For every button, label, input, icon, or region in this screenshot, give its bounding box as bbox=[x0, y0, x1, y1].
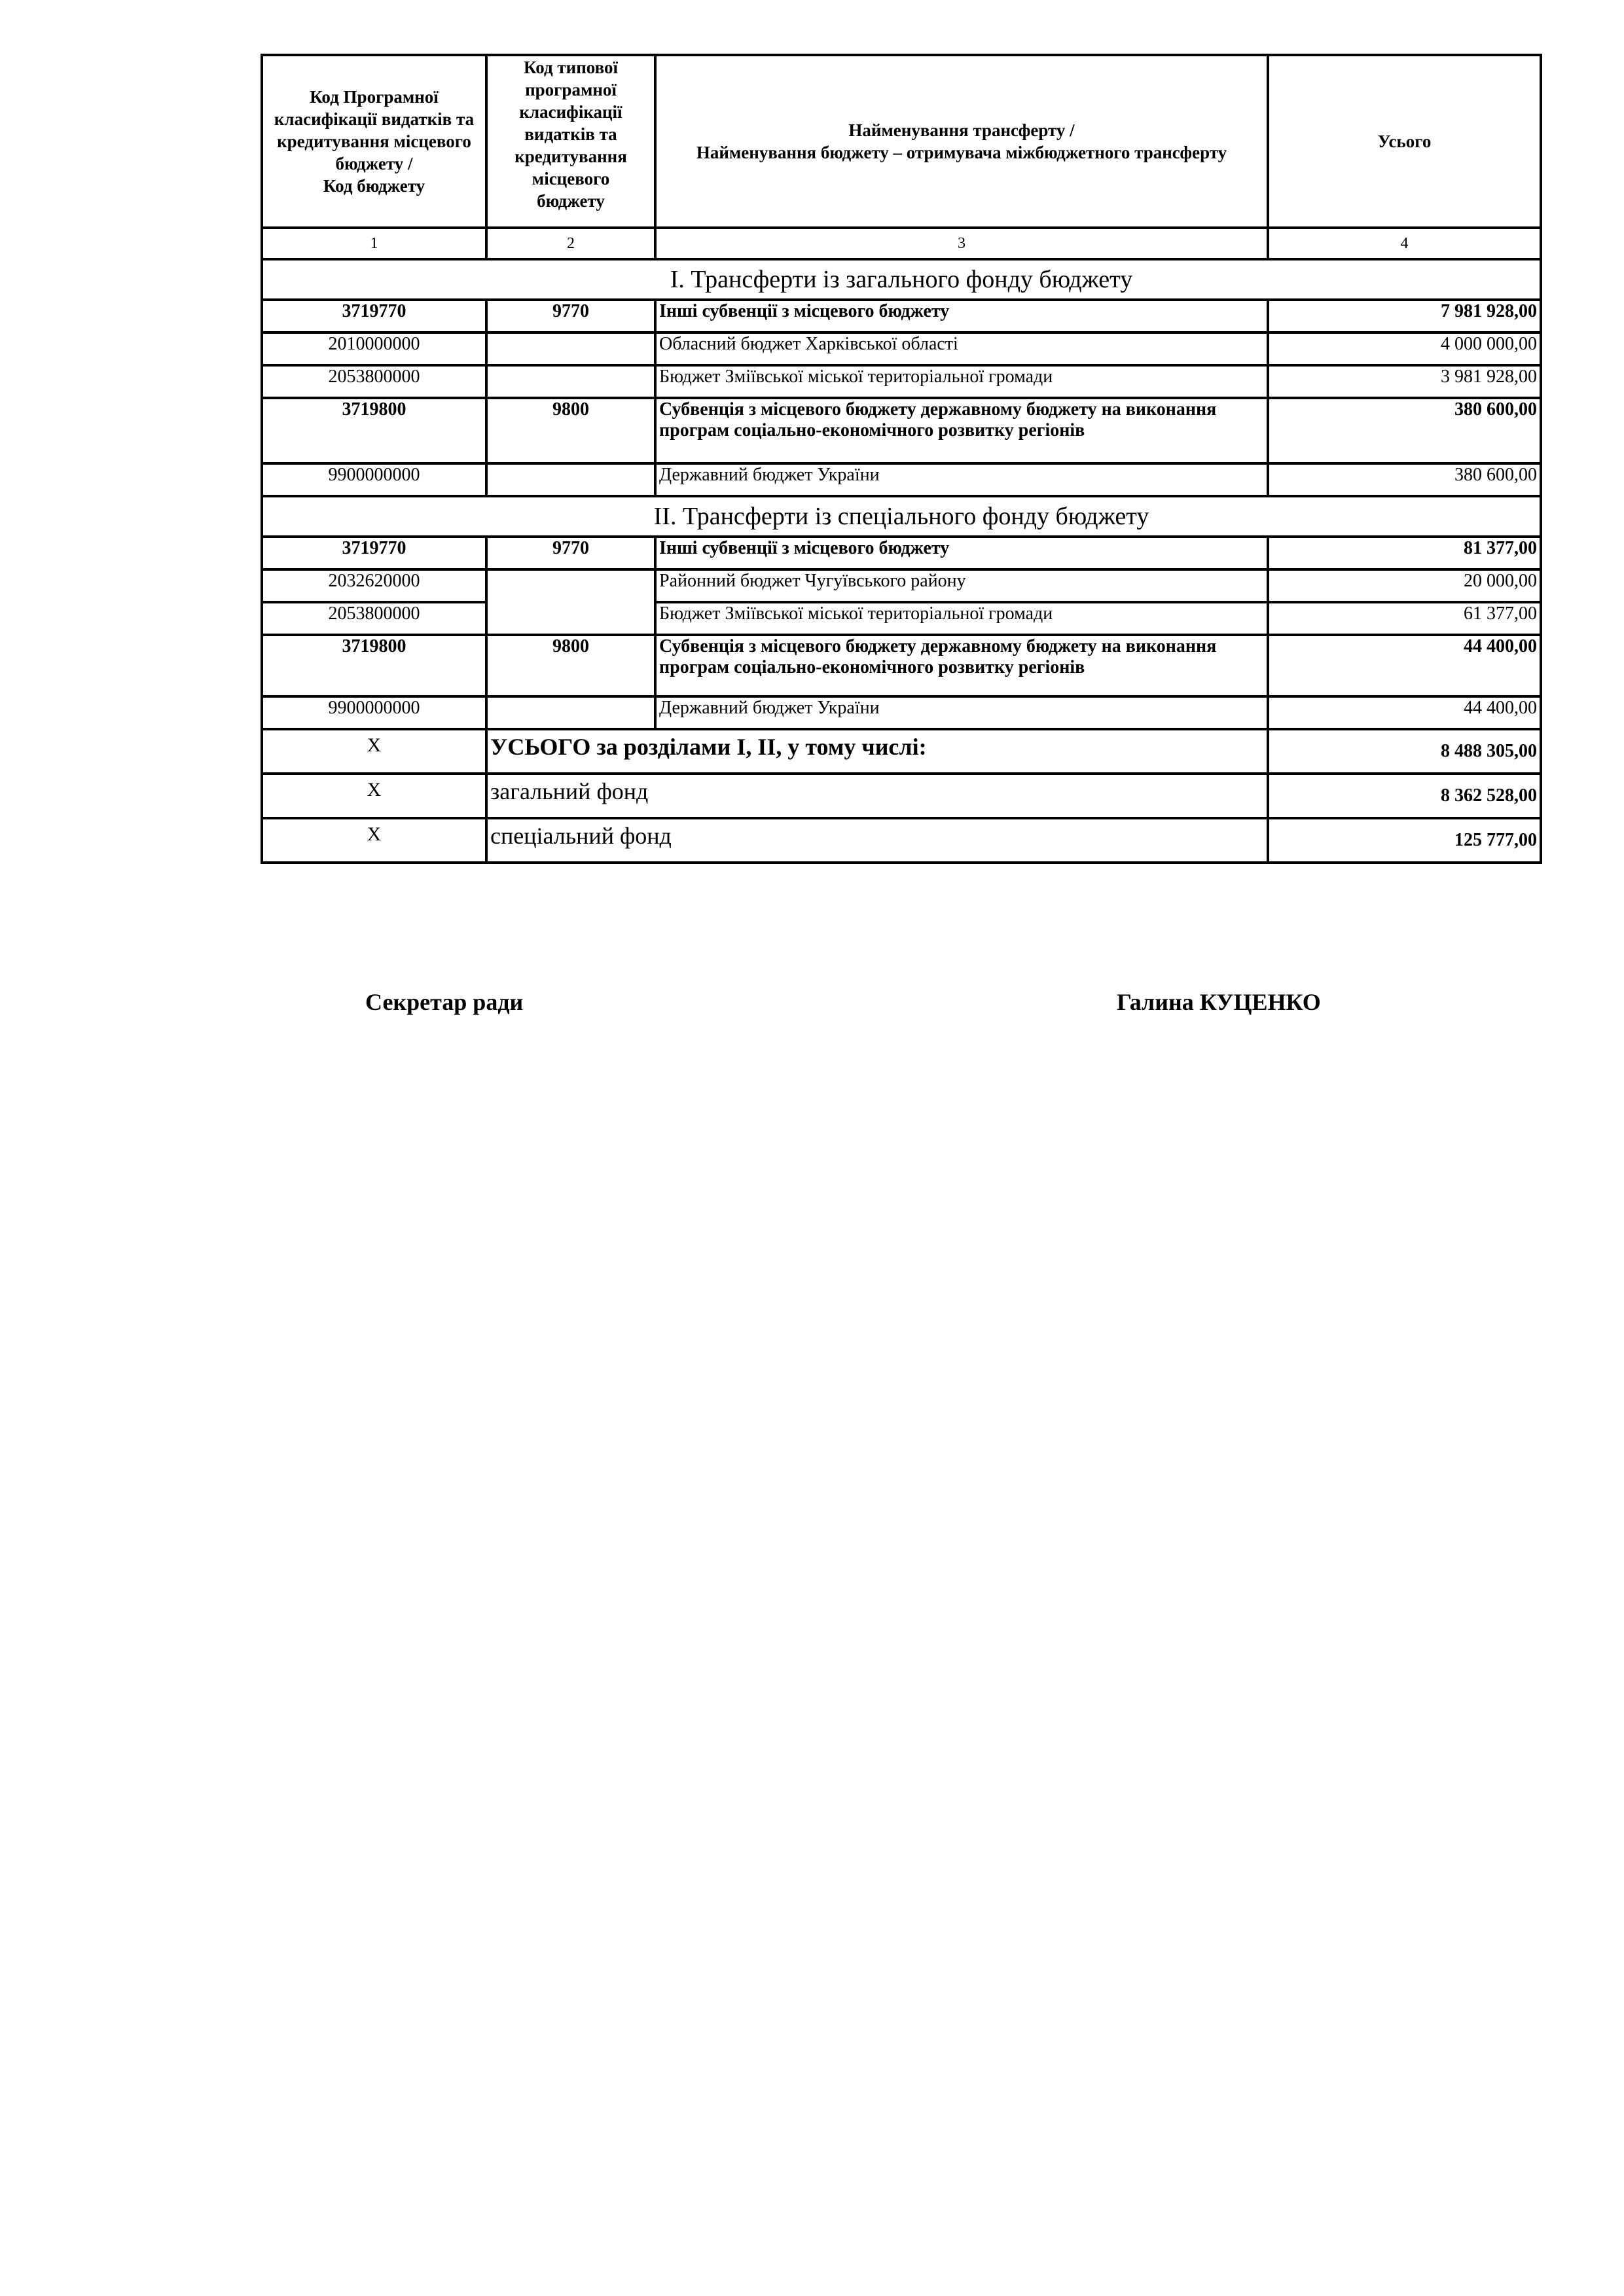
budget-name: Бюджет Зміївської міської територіальної громади bbox=[655, 602, 1268, 635]
total-amount: 8 362 528,00 bbox=[1268, 774, 1541, 818]
transfer-name: Субвенція з місцевого бюджету державному бюджету на виконання програм соціально-економічного розвитку регіонів bbox=[655, 635, 1268, 696]
column-numbers-row bbox=[262, 228, 1541, 259]
budget-code: 2053800000 bbox=[262, 602, 486, 635]
type-code: 9770 bbox=[486, 300, 655, 332]
budget-code: 2010000000 bbox=[262, 332, 486, 365]
total-row bbox=[262, 729, 1541, 774]
table-row bbox=[262, 635, 1541, 696]
total-mark: Х bbox=[262, 729, 486, 774]
table-row bbox=[262, 300, 1541, 332]
program-code: 3719800 bbox=[262, 398, 486, 463]
transfer-name: Субвенція з місцевого бюджету державному бюджету на виконання програм соціально-економічного розвитку регіонів bbox=[655, 398, 1268, 463]
budget-name: Державний бюджет України bbox=[655, 463, 1268, 496]
table-row bbox=[262, 332, 1541, 365]
amount: 3 981 928,00 bbox=[1268, 365, 1541, 398]
type-code bbox=[486, 332, 655, 365]
total-label: УСЬОГО за розділами I, II, у тому числі: bbox=[486, 729, 1268, 774]
budget-code: 2032620000 bbox=[262, 569, 486, 602]
amount: 81 377,00 bbox=[1268, 537, 1541, 569]
type-code bbox=[486, 696, 655, 729]
total-amount: 125 777,00 bbox=[1268, 818, 1541, 863]
budget-code: 9900000000 bbox=[262, 696, 486, 729]
type-code bbox=[486, 365, 655, 398]
col-number: 4 bbox=[1268, 228, 1541, 259]
amount: 44 400,00 bbox=[1268, 696, 1541, 729]
transfers-table bbox=[261, 54, 1542, 864]
total-row bbox=[262, 818, 1541, 863]
table-header-row bbox=[262, 55, 1541, 228]
amount: 20 000,00 bbox=[1268, 569, 1541, 602]
transfer-name: Інші субвенції з місцевого бюджету bbox=[655, 537, 1268, 569]
budget-name: Бюджет Зміївської міської територіальної громади bbox=[655, 365, 1268, 398]
type-code bbox=[486, 463, 655, 496]
table-row bbox=[262, 365, 1541, 398]
col-number: 2 bbox=[486, 228, 655, 259]
table-row bbox=[262, 537, 1541, 569]
table-row bbox=[262, 463, 1541, 496]
total-label: загальний фонд bbox=[486, 774, 1268, 818]
col-number: 3 bbox=[655, 228, 1268, 259]
budget-name: Обласний бюджет Харківської області bbox=[655, 332, 1268, 365]
type-code: 9770 bbox=[486, 537, 655, 569]
amount: 380 600,00 bbox=[1268, 463, 1541, 496]
table-row bbox=[262, 569, 1541, 602]
amount: 380 600,00 bbox=[1268, 398, 1541, 463]
section-1-title: I. Трансферти із загального фонду бюджету bbox=[262, 259, 1541, 300]
budget-code: 9900000000 bbox=[262, 463, 486, 496]
section-title-row bbox=[262, 496, 1541, 537]
header-total: Усього bbox=[1268, 55, 1541, 228]
header-transfer-name: Найменування трансферту / Найменування бюджету – отримувача міжбюджетного трансферту bbox=[655, 55, 1268, 228]
table-row bbox=[262, 696, 1541, 729]
signature-position: Секретар ради bbox=[365, 989, 524, 1015]
total-amount: 8 488 305,00 bbox=[1268, 729, 1541, 774]
total-label: спеціальний фонд bbox=[486, 818, 1268, 863]
table-row bbox=[262, 602, 1541, 635]
total-row bbox=[262, 774, 1541, 818]
transfer-name: Інші субвенції з місцевого бюджету bbox=[655, 300, 1268, 332]
table-row bbox=[262, 398, 1541, 463]
amount: 44 400,00 bbox=[1268, 635, 1541, 696]
program-code: 3719770 bbox=[262, 537, 486, 569]
budget-code: 2053800000 bbox=[262, 365, 486, 398]
program-code: 3719770 bbox=[262, 300, 486, 332]
col-number: 1 bbox=[262, 228, 486, 259]
signature-name: Галина КУЦЕНКО bbox=[1117, 989, 1321, 1015]
amount: 4 000 000,00 bbox=[1268, 332, 1541, 365]
type-code: 9800 bbox=[486, 635, 655, 696]
section-2-title: II. Трансферти із спеціального фонду бюджету bbox=[262, 496, 1541, 537]
header-program-code: Код Програмної класифікації видатків та кредитування місцевого бюджету / Код бюджету bbox=[262, 55, 486, 228]
section-title-row bbox=[262, 259, 1541, 300]
type-code bbox=[486, 569, 655, 635]
amount: 61 377,00 bbox=[1268, 602, 1541, 635]
type-code: 9800 bbox=[486, 398, 655, 463]
header-typical-code: Код типової програмної класифікації видатків та кредитування місцевого бюджету bbox=[486, 55, 655, 228]
budget-name: Державний бюджет України bbox=[655, 696, 1268, 729]
total-mark: Х bbox=[262, 818, 486, 863]
total-mark: Х bbox=[262, 774, 486, 818]
amount: 7 981 928,00 bbox=[1268, 300, 1541, 332]
budget-name: Районний бюджет Чугуївського району bbox=[655, 569, 1268, 602]
program-code: 3719800 bbox=[262, 635, 486, 696]
